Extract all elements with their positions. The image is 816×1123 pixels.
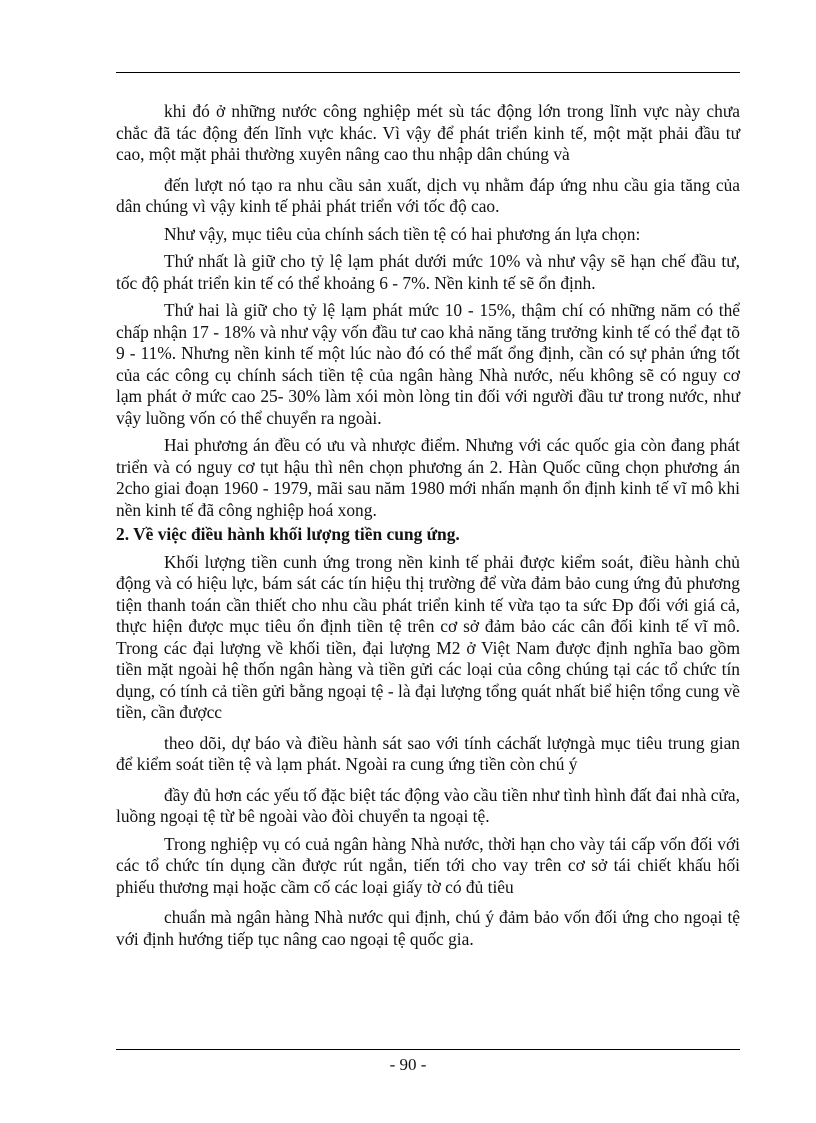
paragraph: theo dõi, dự báo và điều hành sát sao với tính cáchất lượngà mục tiêu trung gian để kiểm soát tiền tệ và lạm phát. Ngoài ra cung ứng tiền còn chú ý [116, 732, 740, 774]
paragraph: Thứ hai là giữ cho tỷ lệ lạm phát mức 10 - 15%, thậm chí có những năm có thể chấp nhận 17 - 18% và như vậy vốn đầu tư cao khả năng tăng trưởng kinh tế có thể đạt tõ 9 - 11%. Nhưng nền kinh tế một lúc nào đó có thể mất ổng định, cần có sự phản ứng tốt của các công cụ chính sách tiền tệ của ngân hàng Nhà nước, nếu không sẽ có nguy cơ lạm phát ở mức cao 25- 30% làm xói mòn lòng tin đối với người đầu tư trong nước, như vậy luồng vốn có thể chuyển ra ngoài. [116, 300, 740, 428]
paragraph: đầy đủ hơn các yếu tố đặc biệt tác động vào cầu tiền như tình hình đất đai nhà cửa, luồng ngoại tệ từ bê ngoài vào đòi chuyển ta ngoại tệ. [116, 784, 740, 826]
header-rule [116, 72, 740, 73]
paragraph: Thứ nhất là giữ cho tỷ lệ lạm phát dưới mức 10% và như vậy sẽ hạn chế đầu tư, tốc độ phát triển kin tế có thể khoảng 6 - 7%. Nền kinh tế sẽ ổn định. [116, 251, 740, 293]
section-heading: 2. Về việc điều hành khối lượng tiền cung ứng. [116, 524, 460, 544]
footer-rule [116, 1049, 740, 1050]
paragraph: Hai phương án đều có ưu và nhược điểm. Nhưng với các quốc gia còn đang phát triển và có nguy cơ tụt hậu thì nên chọn phương án 2. Hàn Quốc cũng chọn phương án 2cho giai đoạn 1960 - 1979, mãi sau năm 1980 mới nhấn mạnh ổn định kinh tế vĩ mô khi nền kinh tế đã công nghiệp hoá xong. [116, 435, 740, 520]
paragraph: Như vậy, mục tiêu của chính sách tiền tệ có hai phương án lựa chọn: [164, 223, 641, 244]
paragraph: Khối lượng tiền cunh ứng trong nền kinh tế phải được kiểm soát, điều hành chủ động và có hiệu lực, bám sát các tín hiệu thị trường để vừa đảm bảo cung ứng đủ phương tiện thanh toán cần thiết cho nhu cầu phát triển kinh tế vừa tạo ta sức Đp đối với giá cả, thực hiện được mục tiêu ổn định tiền tệ trên cơ sở đảm bảo các cân đối kinh tế vĩ mô. Trong các đại lượng về khối tiền, đại lượng M2 ở Việt Nam được định nghĩa bao gồm tiền mặt ngoài hệ thốn ngân hàng và tiền gửi các loại của công chúng tại các tổ chức tín dụng, có tính cả tiền gửi bằng ngoại tệ - là đại lượng tổng quát nhất biể hiện tổng cung về tiền, cần đượcc [116, 551, 740, 722]
paragraph: Trong nghiệp vụ có cuả ngân hàng Nhà nước, thời hạn cho vày tái cấp vốn đối với các tổ chức tín dụng cần được rút ngắn, tiến tới cho vay trên cơ sở tái chiết khấu hối phiếu thương mại hoặc cầm cố các loại giấy tờ có đủ tiêu [116, 833, 740, 897]
page-number: - 90 - [389, 1055, 427, 1074]
paragraph: khi đó ở những nước công nghiệp mét sù tác động lớn trong lĩnh vực này chưa chắc đã tác động đến lĩnh vực khác. Vì vậy để phát triển kinh tế, một mặt phải đầu tư cao, một mặt phải thường xuyên nâng cao thu nhập dân chúng và [116, 101, 740, 164]
paragraph: chuẩn mà ngân hàng Nhà nước qui định, chú ý đảm bảo vốn đối ứng cho ngoại tệ với định hướng tiếp tục nâng cao ngoại tệ quốc gia. [116, 907, 740, 949]
paragraph: đến lượt nó tạo ra nhu cầu sản xuất, dịch vụ nhằm đáp ứng nhu cầu gia tăng của dân chúng vì vậy kinh tế phải phát triển với tốc độ cao. [116, 174, 740, 216]
page-body [116, 101, 740, 950]
